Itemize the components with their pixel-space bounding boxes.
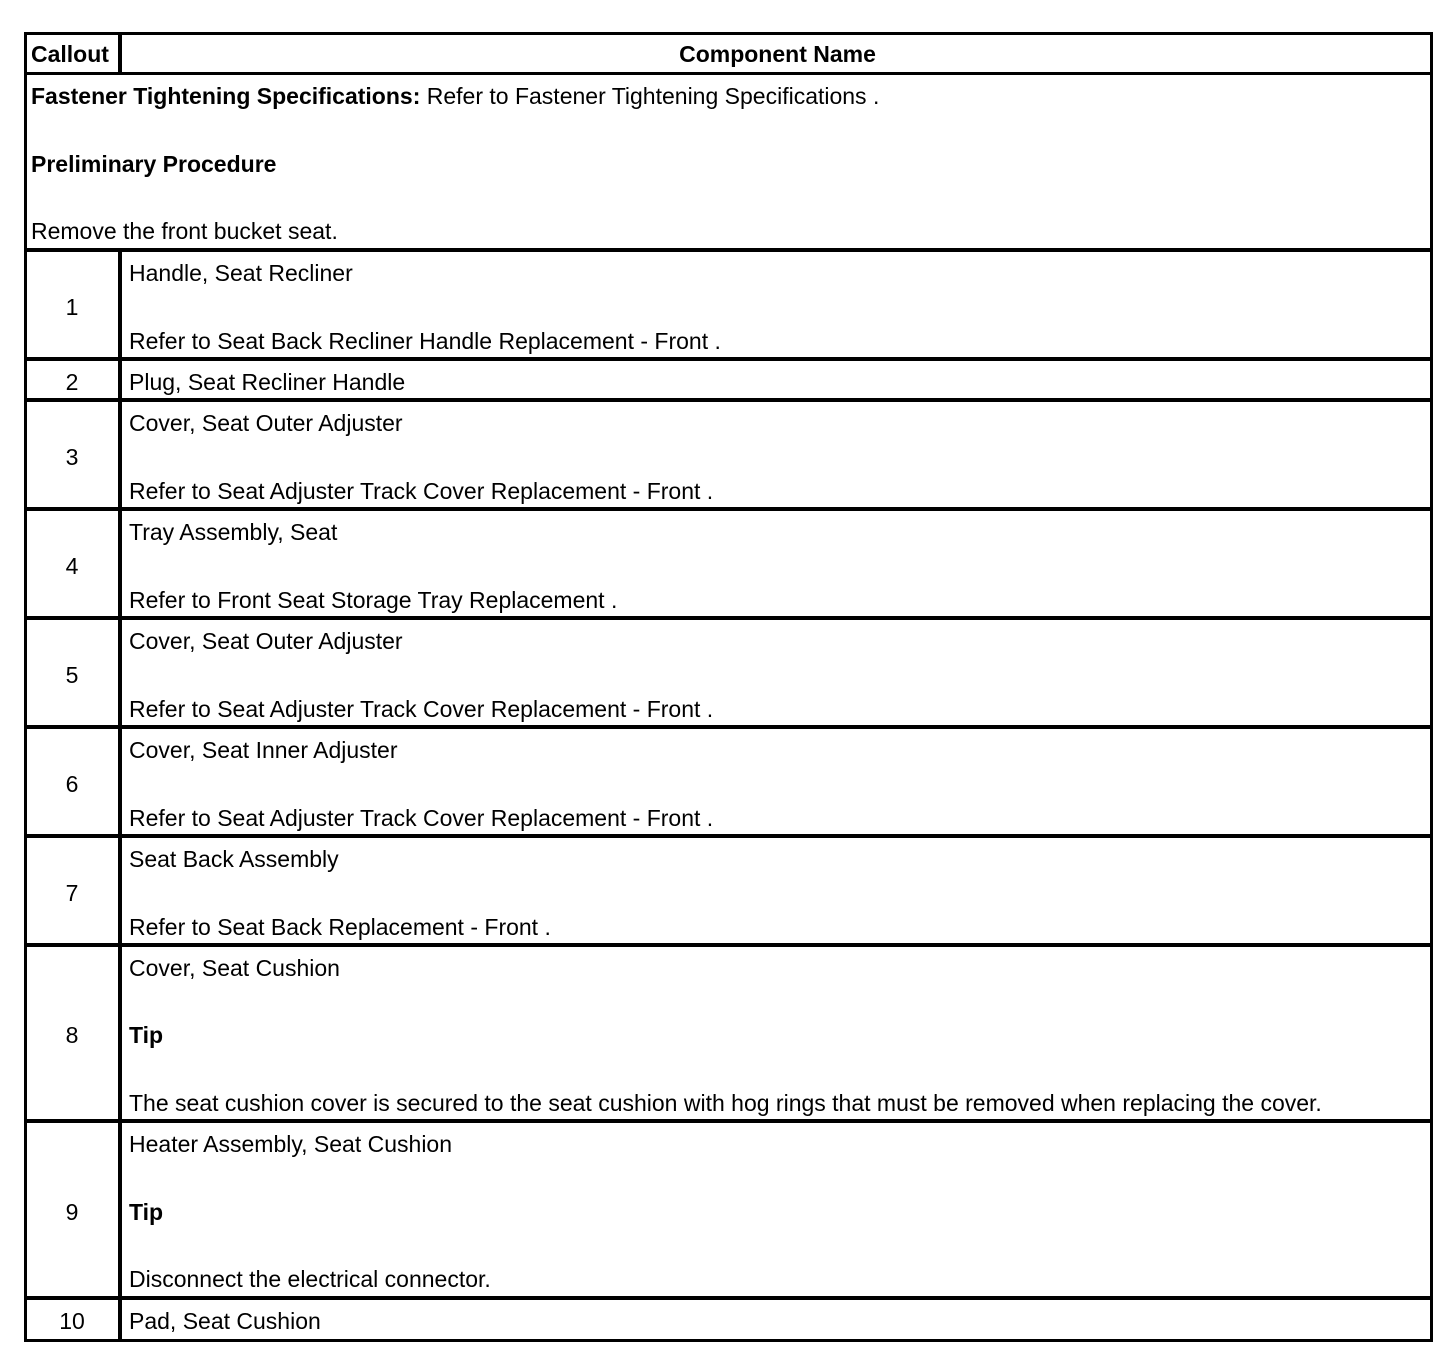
callout-number: 6	[65, 771, 79, 797]
preliminary-heading: Preliminary Procedure	[31, 151, 277, 177]
tip-text: The seat cushion cover is secured to the seat cushion with hog rings that must be removed when replacing the cover.	[129, 1090, 1322, 1116]
fastener-spec-label: Fastener Tightening Specifications:	[31, 83, 421, 109]
component-reference: Refer to Seat Adjuster Track Cover Replacement - Front .	[129, 478, 714, 504]
header-component-name: Component Name	[679, 41, 876, 67]
rule-header-bottom	[24, 72, 1433, 75]
tip-text: Disconnect the electrical connector.	[129, 1266, 491, 1292]
preliminary-step: Remove the front bucket seat.	[31, 218, 338, 244]
component-reference: Refer to Front Seat Storage Tray Replacement .	[129, 587, 618, 613]
component-reference: Refer to Seat Back Replacement - Front .	[129, 914, 551, 940]
rule-intro-bottom	[24, 248, 1433, 252]
component-name: Cover, Seat Cushion	[129, 955, 340, 981]
header-callout: Callout	[31, 41, 109, 67]
callout-number: 5	[65, 662, 79, 688]
component-name: Cover, Seat Outer Adjuster	[129, 628, 403, 654]
rule-row-9	[24, 1296, 1433, 1300]
column-divider-body	[118, 250, 122, 1342]
rule-row-1	[24, 357, 1433, 361]
rule-row-3	[24, 507, 1433, 511]
fastener-spec-text: Refer to Fastener Tightening Specifications .	[426, 83, 880, 109]
component-name: Cover, Seat Outer Adjuster	[129, 410, 403, 436]
component-name: Seat Back Assembly	[129, 846, 339, 872]
component-name: Pad, Seat Cushion	[129, 1308, 321, 1334]
component-reference: Refer to Seat Adjuster Track Cover Replacement - Front .	[129, 696, 714, 722]
callout-number: 8	[65, 1022, 79, 1048]
component-reference: Refer to Seat Adjuster Track Cover Replacement - Front .	[129, 805, 714, 831]
callout-number: 4	[65, 553, 79, 579]
rule-row-7	[24, 943, 1433, 947]
rule-row-2	[24, 398, 1433, 402]
rule-row-5	[24, 725, 1433, 729]
rule-row-6	[24, 834, 1433, 838]
callout-number: 7	[65, 880, 79, 906]
component-name: Tray Assembly, Seat	[129, 519, 338, 545]
callout-number: 9	[65, 1199, 79, 1225]
rule-row-4	[24, 616, 1433, 620]
component-name: Plug, Seat Recliner Handle	[129, 369, 406, 395]
tip-label: Tip	[129, 1199, 164, 1225]
fastener-spec-line	[31, 85, 879, 108]
component-name: Heater Assembly, Seat Cushion	[129, 1131, 453, 1157]
callout-number: 2	[65, 369, 79, 395]
rule-row-8	[24, 1119, 1433, 1123]
component-reference: Refer to Seat Back Recliner Handle Replacement - Front .	[129, 328, 721, 354]
tip-label: Tip	[129, 1022, 164, 1048]
callout-number: 10	[59, 1308, 85, 1334]
callout-number: 3	[65, 444, 79, 470]
callout-number: 1	[65, 294, 79, 320]
component-name: Cover, Seat Inner Adjuster	[129, 737, 398, 763]
component-name: Handle, Seat Recliner	[129, 260, 353, 286]
